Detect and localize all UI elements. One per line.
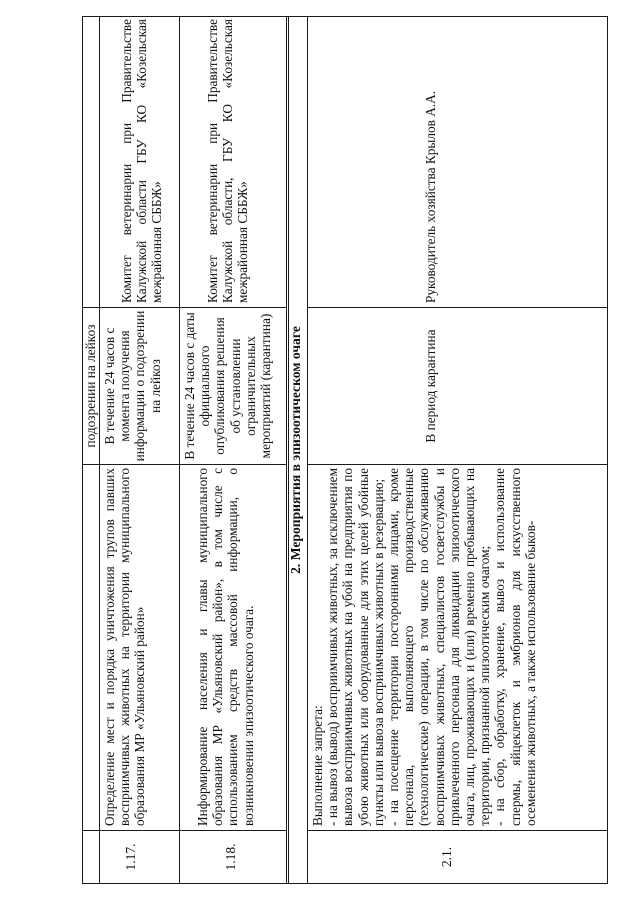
measure-text: Информирование населения и главы муниципального образования МР «Ульяновский район», в том числе с использованием средств массовой информации, о возникновении эпизоотического очага. [195,468,256,826]
column-divider [83,830,286,831]
row-number-1-17: 1.17. [123,843,138,871]
row-number-1-18: 1.18. [223,843,238,871]
row-number-2-1: 2.1. [439,846,454,868]
responsible-cell-2-1 [423,19,443,303]
period-cell-1-18 [182,310,285,462]
period-cell-1-17 [102,310,178,462]
period-text: В течение 24 часов с даты официального опубликования решения об установлении ограничительных мероприятий (карантина) [182,312,274,460]
column-divider [307,830,607,831]
column-divider [83,307,286,308]
row-divider [179,17,180,883]
responsible-text: Руководитель хозяйства Крылов А.А. [423,90,438,303]
measure-line: - на посещение территории посторонними лицами, кроме персонала, выполняющего производственные (технологические) операции, в том числе по обслуживанию восприимчивых животных, специалистов госветслужбы и привлеченного персонала для ликвидации эпизоотического очага, лиц, проживающих и (или) временно пребывающих на территории, признанной эпизоотическим очагом; [386,468,493,826]
measure-cell-1-18 [195,468,283,826]
row-divider [99,17,100,883]
column-divider [83,464,286,465]
section-title: 2. Мероприятия в эпизоотическом очаге [288,326,303,574]
responsible-cell-1-18 [205,19,269,303]
period-text: В течение 24 часов с момента получения информации о подозрении на лейкоз [102,310,163,462]
period-cell-partial [83,310,99,462]
column-divider [307,464,607,465]
measure-line: - на сбор, обработку, хранение, вывоз и использование спермы, яйцеклеток и эмбрионов для искусственного осеменения животных, а также использование быков- [492,468,538,826]
measure-text: Определение мест и порядка уничтожения трупов павших восприимчивых животных на территории муниципального образования МР «Ульяновский район» [102,468,148,826]
period-cell-2-1 [423,310,443,462]
measures-table [82,16,608,884]
measure-line: - на вывоз (вывод) восприимчивых животных, за исключением вывоза восприимчивых животных на убой на предприятия по убою животных или оборудованные для этих целей убойные пункты или вывоза восприимчивых животных в резервацию; [325,468,386,826]
column-divider [307,307,607,308]
responsible-text: Комитет ветеринарии при Правительстве Калужской области ГБУ КО «Козельская межрайонная СББЖ» [119,19,165,303]
row-divider [307,17,308,883]
period-text: подозрении на лейкоз [83,324,98,448]
period-text: В период карантина [423,329,438,443]
measure-line: Выполнение запрета: [310,705,325,826]
section-heading [288,17,306,883]
responsible-cell-1-17 [119,19,177,303]
measure-cell-1-17 [102,468,178,826]
measure-cell-2-1 [310,468,607,826]
responsible-text: Комитет ветеринарии при Правительстве Калужской области, ГБУ КО «Козельская межрайонная СББЖ» [205,19,251,303]
